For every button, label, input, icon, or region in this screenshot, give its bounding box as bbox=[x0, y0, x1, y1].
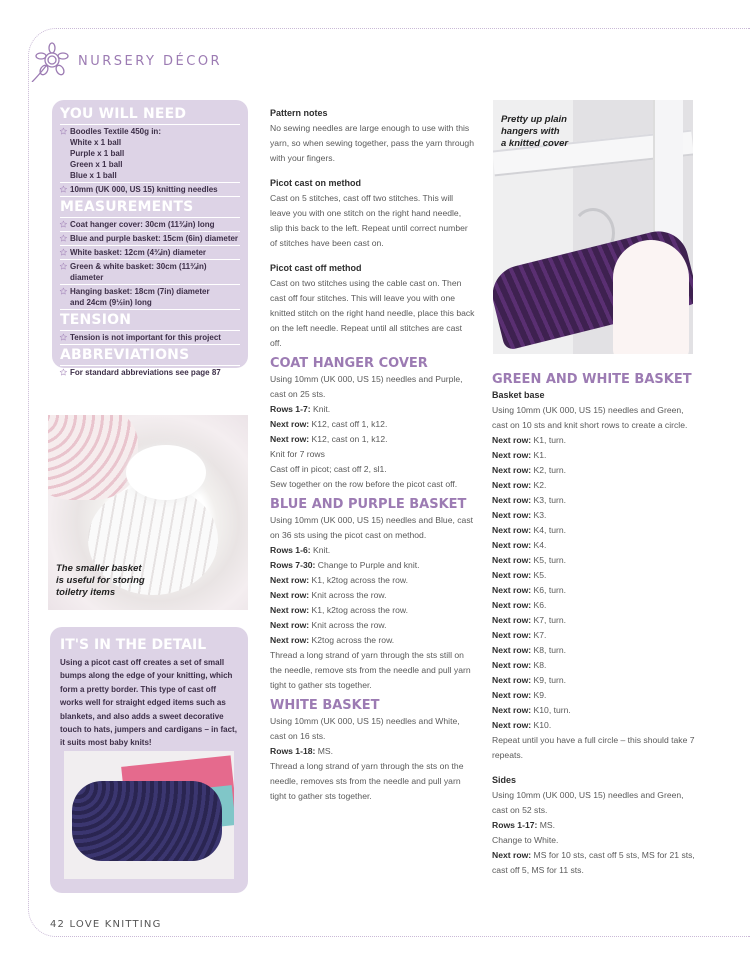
white-row: Rows 1-18: MS. bbox=[270, 746, 334, 756]
picot-cast-on-body: Cast on 5 stitches, cast off two stitches. This will leave you with one stitch on the right hand needle, slip this back to the left. Repeat until correct number of stitches have been cast on. bbox=[270, 193, 468, 248]
base-row: Next row: K2. bbox=[492, 480, 547, 490]
base-row: Next row: K8. bbox=[492, 660, 547, 670]
blue-row: Next row: Knit across the row. bbox=[270, 620, 387, 630]
sides-row: Next row: MS for 10 sts, cast off 5 sts, MS for 21 sts, cast off 5, MS for 11 sts. bbox=[492, 850, 695, 875]
white-intro: Using 10mm (UK 000, US 15) needles and White, cast on 16 sts. bbox=[270, 716, 460, 741]
blue-row: Next row: K1, k2tog across the row. bbox=[270, 575, 409, 585]
list-item: ✩ 10mm (UK 000, US 15) knitting needles bbox=[60, 183, 240, 197]
picot-cast-off-title: Picot cast off method bbox=[270, 263, 362, 273]
detail-title: IT'S IN THE DETAIL bbox=[60, 637, 207, 653]
right-column bbox=[492, 371, 698, 878]
list-item: ✩ Boodles Textile 450g in: White x 1 ball Purple x 1 ball Green x 1 ball Blue x 1 ball bbox=[60, 125, 240, 183]
list-item: ✩ Coat hanger cover: 30cm (11¾in) long bbox=[60, 218, 240, 232]
base-row: Next row: K5, turn. bbox=[492, 555, 567, 565]
list-item: ✩ Blue and purple basket: 15cm (6in) diameter bbox=[60, 232, 240, 246]
detail-photo bbox=[64, 751, 234, 879]
base-row: Next row: K9, turn. bbox=[492, 675, 567, 685]
coat-row: Sew together on the row before the picot cast off. bbox=[270, 479, 458, 489]
blue-end: Thread a long strand of yarn through the sts still on the needle, remove sts from the needle and pull yarn tight to gather sts together. bbox=[270, 650, 471, 690]
hanger-photo bbox=[493, 100, 693, 354]
abbreviations-list bbox=[60, 365, 240, 380]
basket-caption: The smaller basket is useful for storing toiletry items bbox=[56, 563, 145, 598]
star-icon: ✩ bbox=[60, 234, 67, 243]
tension-list bbox=[60, 330, 240, 345]
base-row: Next row: K2, turn. bbox=[492, 465, 567, 475]
tension-title: TENSION bbox=[60, 312, 132, 328]
hanger-caption: Pretty up plain hangers with a knitted cover bbox=[501, 114, 569, 149]
you-will-need-title: YOU WILL NEED bbox=[60, 106, 187, 122]
coat-row: Next row: K12, cast off 1, k12. bbox=[270, 419, 388, 429]
coat-intro: Using 10mm (UK 000, US 15) needles and Purple, cast on 25 sts. bbox=[270, 374, 463, 399]
base-intro: Using 10mm (UK 000, US 15) needles and Green, cast on 10 sts and knit short rows to create a circle. bbox=[492, 405, 688, 430]
pattern-notes-body: No sewing needles are large enough to use with this yarn, so when sewing together, pass the yarn through with your fingers. bbox=[270, 123, 474, 163]
basket-base-title: Basket base bbox=[492, 390, 545, 400]
blue-row: Rows 1-6: Knit. bbox=[270, 545, 331, 555]
list-item: ✩ Green & white basket: 30cm (11¾in) diameter bbox=[60, 260, 240, 285]
section-heading: NURSERY DÉCOR bbox=[78, 54, 223, 69]
measurements-list bbox=[60, 217, 240, 310]
sides-row: Rows 1-17: MS. bbox=[492, 820, 556, 830]
base-row: Next row: K8, turn. bbox=[492, 645, 567, 655]
list-item: ✩ Tension is not important for this project bbox=[60, 331, 240, 345]
base-rows bbox=[492, 433, 698, 733]
blue-row: Next row: K2tog across the row. bbox=[270, 635, 395, 645]
blue-intro: Using 10mm (UK 000, US 15) needles and Blue, cast on 36 sts using the picot cast on method. bbox=[270, 515, 474, 540]
star-icon: ✩ bbox=[60, 287, 67, 296]
blue-row: Next row: K1, k2tog across the row. bbox=[270, 605, 409, 615]
basket-photo bbox=[48, 415, 248, 610]
star-icon: ✩ bbox=[60, 127, 67, 136]
list-item: ✩ For standard abbreviations see page 87 bbox=[60, 366, 240, 380]
coat-row: Next row: K12, cast on 1, k12. bbox=[270, 434, 388, 444]
base-row: Next row: K3. bbox=[492, 510, 547, 520]
base-row: Next row: K7. bbox=[492, 630, 547, 640]
base-row: Next row: K10. bbox=[492, 720, 552, 730]
navy-picot-shape bbox=[72, 781, 222, 861]
coat-hanger-title: COAT HANGER COVER bbox=[270, 356, 428, 371]
middle-column bbox=[270, 106, 476, 804]
green-white-title: GREEN AND WHITE BASKET bbox=[492, 372, 692, 387]
you-will-need-box bbox=[52, 100, 248, 377]
detail-body: Using a picot cast off creates a set of small bumps along the edge of your knitting, which form a pretty border. This type of cast off works well for straight edged items such as blankets, and also adds a sweet decorative touch to hats, jumpers and cardigans – in fact, it suits most baby knits! bbox=[60, 658, 237, 748]
page-footer: 42 LOVE KNITTING bbox=[50, 919, 162, 930]
star-icon: ✩ bbox=[60, 333, 67, 342]
sides-title: Sides bbox=[492, 775, 517, 785]
base-row: Next row: K6. bbox=[492, 600, 547, 610]
base-row: Next row: K6, turn. bbox=[492, 585, 567, 595]
base-row: Next row: K4. bbox=[492, 540, 547, 550]
flower-icon bbox=[30, 42, 70, 82]
picot-cast-on-title: Picot cast on method bbox=[270, 178, 362, 188]
base-row: Next row: K10, turn. bbox=[492, 705, 571, 715]
pattern-notes-title: Pattern notes bbox=[270, 108, 328, 118]
coat-row: Cast off in picot; cast off 2, sl1. bbox=[270, 464, 387, 474]
coat-row: Knit for 7 rows bbox=[270, 449, 325, 459]
star-icon: ✩ bbox=[60, 262, 67, 271]
sides-row: Change to White. bbox=[492, 835, 559, 845]
base-row: Next row: K3, turn. bbox=[492, 495, 567, 505]
repeat-note: Repeat until you have a full circle – this should take 7 repeats. bbox=[492, 735, 695, 760]
blue-purple-title: BLUE AND PURPLE BASKET bbox=[270, 497, 467, 512]
teddy-bear-shape bbox=[613, 240, 689, 354]
base-row: Next row: K1. bbox=[492, 450, 547, 460]
materials-list bbox=[60, 124, 240, 197]
detail-box bbox=[50, 627, 248, 893]
cotton-wool-shape bbox=[126, 445, 206, 500]
measurements-title: MEASUREMENTS bbox=[60, 199, 194, 215]
base-row: Next row: K4, turn. bbox=[492, 525, 567, 535]
blue-row: Rows 7-30: Change to Purple and knit. bbox=[270, 560, 420, 570]
list-item: ✩ Hanging basket: 18cm (7in) diameter and 24cm (9½in) long bbox=[60, 285, 240, 310]
cloth-shape bbox=[48, 415, 138, 500]
base-row: Next row: K9. bbox=[492, 690, 547, 700]
base-row: Next row: K7, turn. bbox=[492, 615, 567, 625]
blue-row: Next row: Knit across the row. bbox=[270, 590, 387, 600]
abbreviations-title: ABBREVIATIONS bbox=[60, 347, 190, 363]
sides-intro: Using 10mm (UK 000, US 15) needles and Green, cast on 52 sts. bbox=[492, 790, 684, 815]
base-row: Next row: K1, turn. bbox=[492, 435, 567, 445]
star-icon: ✩ bbox=[60, 248, 67, 257]
list-item: ✩ White basket: 12cm (4¾in) diameter bbox=[60, 246, 240, 260]
picot-cast-off-body: Cast on two stitches using the cable cast on. Then cast off four stitches. This will leave you with one knitted stitch on the right hand needle, place this back on the left needle. Repeat until all stitches are cast off. bbox=[270, 278, 475, 348]
star-icon: ✩ bbox=[60, 220, 67, 229]
base-row: Next row: K5. bbox=[492, 570, 547, 580]
white-end: Thread a long strand of yarn through the sts on the needle, removes sts from the needle and pull yarn tight to gather sts together. bbox=[270, 761, 464, 801]
white-basket-title: WHITE BASKET bbox=[270, 698, 380, 713]
star-icon: ✩ bbox=[60, 368, 67, 377]
coat-row: Rows 1-7: Knit. bbox=[270, 404, 331, 414]
star-icon: ✩ bbox=[60, 185, 67, 194]
